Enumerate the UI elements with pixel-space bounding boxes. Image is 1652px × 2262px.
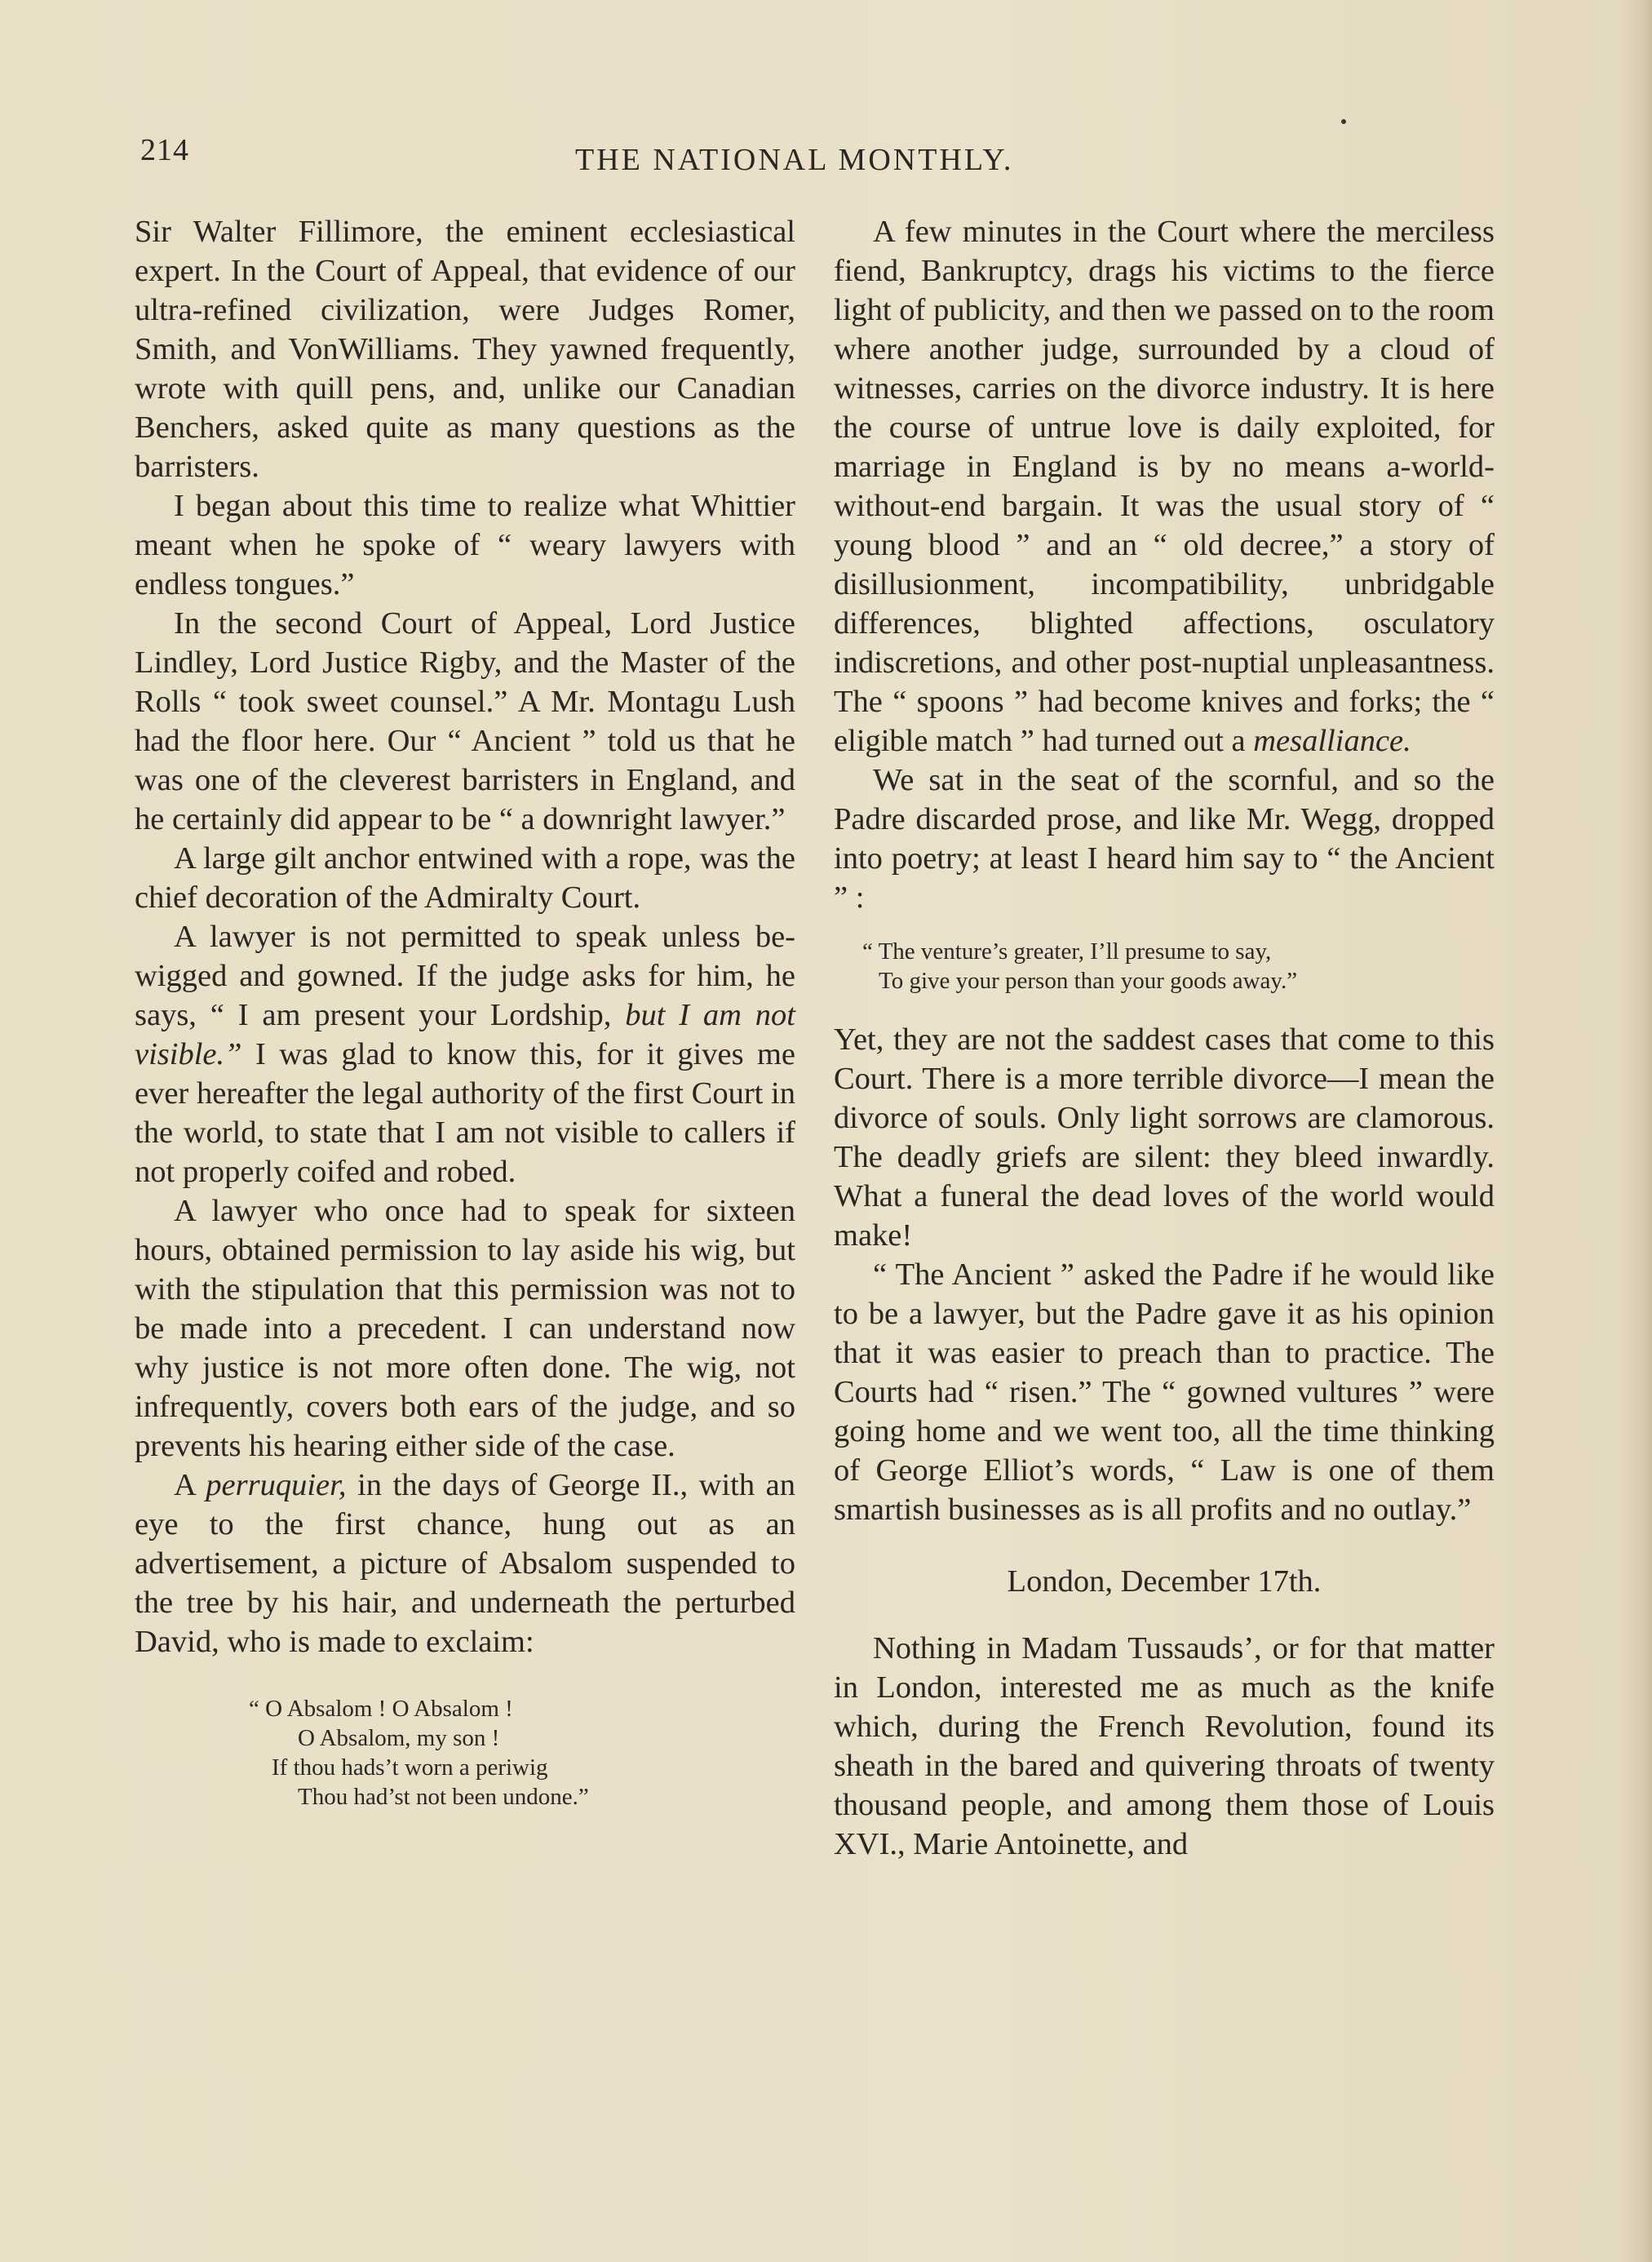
paragraph: I began about this time to realize what Whittier meant when he spoke of “ weary lawyers with endless tongues.” [135, 489, 795, 601]
paragraph: In the second Court of Appeal, Lord Justice Lindley, Lord Justice Rigby, and the Master of the Rolls “ took sweet counsel.” A Mr. Montagu Lush had the floor here. Our “ Ancient ” told us that he was one of the cleverest barristers in England, and he certainly did appear to be “ a downright lawyer.” [135, 606, 795, 836]
page-number: 214 [140, 133, 189, 167]
dateline: London, December 17th. [1007, 1564, 1322, 1599]
page-edge-shadow [1619, 0, 1652, 2262]
verse-line: “ O Absalom ! O Absalom ! [249, 1696, 513, 1722]
paragraph: Nothing in Madam Tussauds’, or for that matter in London, interested me as much as the knife which, during the French Revolution, found its sheath in the bared and quivering throats of twenty thousand people, and among them those of Louis XVI., Marie Antoinette, and [834, 1631, 1495, 1861]
paragraph-text: A few minutes in the Court where the merciless fiend, Bankruptcy, drags his victims to the fierce light of publicity, and then we passed on to the room where another judge, surrounded by a cloud of witnesses, carries on the divorce industry. It is here the course of untrue love is daily exploited, for marriage in England is by no means a-world-without-end bargain. It was the usual story of “ young blood ” and an “ old decree,” a story of disillusionment, incompatibility, unbridgable differences, blighted affections, osculatory indiscretions, and other post-nuptial unpleasantness. The “ spoons ” had become knives and forks; the “ eligible match ” had turned out a [834, 215, 1495, 758]
italic-text: mesalliance. [1253, 724, 1411, 758]
paragraph-text: I was glad to know this, for it gives me ever hereafter the legal authority of the first Court in the world, to state that I am not visible to callers if not properly coifed and robed. [135, 1037, 795, 1189]
verse-line: O Absalom, my son ! [298, 1725, 500, 1751]
paragraph: A large gilt anchor entwined with a rope, was the chief decoration of the Admiralty Court. [135, 841, 795, 915]
italic-text: perruquier, [206, 1468, 347, 1502]
paragraph: Sir Walter Fillimore, the eminent ecclesiastical expert. In the Court of Appeal, that evidence of our ultra-refined civilization, were Judges Romer, Smith, and VonWilliams. They yawned frequently, wrote with quill pens, and, unlike our Canadian Benchers, asked quite as many questions as the barristers. [135, 215, 795, 484]
verse-line: “ The venture’s greater, I’ll presume to say, [862, 938, 1272, 965]
paragraph: “ The Ancient ” asked the Padre if he would like to be a lawyer, but the Padre gave it as his opinion that it was easier to preach than to practice. The Courts had “ risen.” The “ gowned vultures ” were going home and we went too, all the time thinking of George Elliot’s words, “ Law is one of them smartish businesses as is all profits and no outlay.” [834, 1257, 1495, 1527]
paragraph-text: in the days of George II., with an eye to the first chance, hung out as an advertisement, a picture of Absalom suspended to the tree by his hair, and underneath the perturbed David, who is made to exclaim: [135, 1468, 796, 1659]
paragraph-text: A [174, 1468, 195, 1502]
verse-line: Thou had’st not been undone.” [298, 1784, 589, 1810]
paragraph: Yet, they are not the saddest cases that come to this Court. There is a more terrible divorce—I mean the divorce of souls. Only light sorrows are clamorous. The deadly griefs are silent: they bleed inwardly. What a funeral the dead loves of the world would make! [834, 1022, 1495, 1253]
paragraph [135, 1466, 795, 1661]
running-head: THE NATIONAL MONTHLY. [575, 143, 1014, 177]
paragraph-text: A lawyer is not permitted to speak unless be-wigged and gowned. If the judge asks for him, he says, “ I am present your Lordship, [135, 920, 795, 1032]
paragraph [834, 212, 1495, 761]
paragraph: We sat in the seat of the scornful, and so the Padre discarded prose, and like Mr. Wegg, dropped into poetry; at least I heard him say to “ the Ancient ” : [834, 763, 1495, 915]
left-column [135, 212, 795, 1812]
paragraph [135, 917, 795, 1191]
right-column [834, 212, 1495, 1864]
verse-line: If thou hads’t worn a periwig [272, 1754, 548, 1781]
italic-text: but I am not visible.” [135, 998, 796, 1071]
verse-quote [862, 937, 1495, 996]
verse-quote [249, 1694, 795, 1812]
verse-line: To give your person than your goods away.” [879, 968, 1298, 994]
paragraph: A lawyer who once had to speak for sixteen hours, obtained permission to lay aside his wig, but with the stipulation that this permission was not to be made into a precedent. I can understand now why justice is not more often done. The wig, not infrequently, covers both ears of the judge, and so prevents his hearing either side of the case. [135, 1194, 795, 1463]
ink-dot [1341, 119, 1346, 124]
